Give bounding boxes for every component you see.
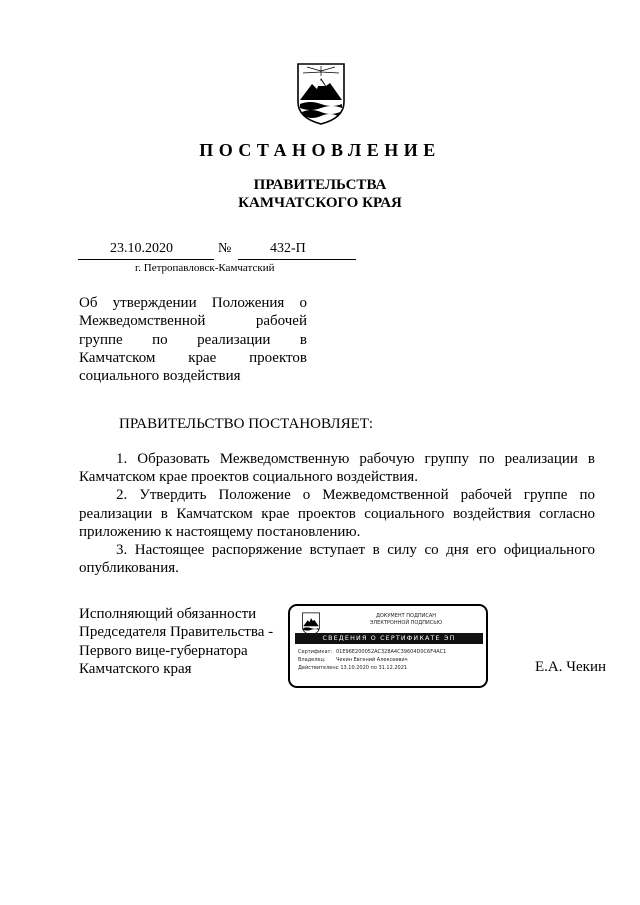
document-number: 432-П bbox=[270, 241, 306, 256]
kamchatka-coat-of-arms-icon bbox=[294, 62, 348, 126]
stamp-validity-label: Действителен: bbox=[298, 665, 338, 671]
document-date: 23.10.2020 bbox=[110, 241, 173, 256]
signatory-position-line: Председателя Правительства - bbox=[79, 624, 274, 641]
document-place: г. Петропавловск-Камчатский bbox=[135, 262, 275, 274]
stamp-heading-line: ЭЛЕКТРОННОЙ ПОДПИСЬЮ bbox=[369, 620, 443, 626]
stamp-certificate-label: Сертификат: bbox=[298, 649, 333, 655]
electronic-signature-stamp bbox=[288, 604, 488, 688]
stamp-heading-line: ДОКУМЕНТ ПОДПИСАН bbox=[375, 613, 437, 619]
decree-item: 3. Настоящее распоряжение вступает в силу со дня его официального опубликования. bbox=[79, 542, 595, 577]
stamp-certificate-bar: СВЕДЕНИЯ О СЕРТИФИКАТЕ ЭП bbox=[295, 633, 483, 644]
issuer-name-line1: ПРАВИТЕЛЬСТВА bbox=[253, 177, 387, 193]
signatory-position-line: Первого вице-губернатора bbox=[79, 642, 248, 659]
stamp-owner-value: Чекин Евгений Алексеевич bbox=[336, 657, 408, 663]
stamp-validity-value: с 13.10.2020 по 31.12.2021 bbox=[336, 665, 408, 671]
document-subject: Об утверждении Положения о Межведомственной рабочей группе по реализации в Камчатском крае проектов социального воздействия bbox=[79, 295, 307, 385]
signatory-name: Е.А. Чекин bbox=[535, 659, 606, 675]
decree-item: 2. Утвердить Положение о Межведомственной рабочей группе по реализации в Камчатском крае проектов социального воздействия согласно приложению к настоящему постановлению. bbox=[79, 487, 595, 540]
signatory-position-line: Исполняющий обязанности bbox=[79, 606, 257, 622]
number-underline bbox=[238, 259, 356, 260]
decree-heading: ПРАВИТЕЛЬСТВО ПОСТАНОВЛЯЕТ: bbox=[119, 416, 374, 432]
decree-items bbox=[79, 450, 595, 577]
issuer-name-line2: КАМЧАТСКОГО КРАЯ bbox=[238, 195, 402, 211]
stamp-owner-row bbox=[298, 657, 408, 663]
date-underline bbox=[78, 259, 214, 260]
stamp-heading bbox=[346, 613, 466, 627]
document-title: ПОСТАНОВЛЕНИЕ bbox=[199, 140, 441, 160]
stamp-owner-label: Владелец: bbox=[298, 657, 326, 663]
decree-item: 1. Образовать Межведомственную рабочую группу по реализации в Камчатском крае проектов социального воздействия. bbox=[79, 451, 595, 486]
number-sign: № bbox=[218, 241, 232, 256]
signatory-position-line: Камчатского края bbox=[79, 660, 192, 677]
stamp-certificate-row bbox=[298, 649, 446, 655]
stamp-certificate-value: 01E96E200052AC328A4C39604D0C6F4AC1 bbox=[336, 649, 447, 655]
signatory-position bbox=[79, 605, 273, 678]
stamp-validity-row bbox=[298, 665, 407, 671]
